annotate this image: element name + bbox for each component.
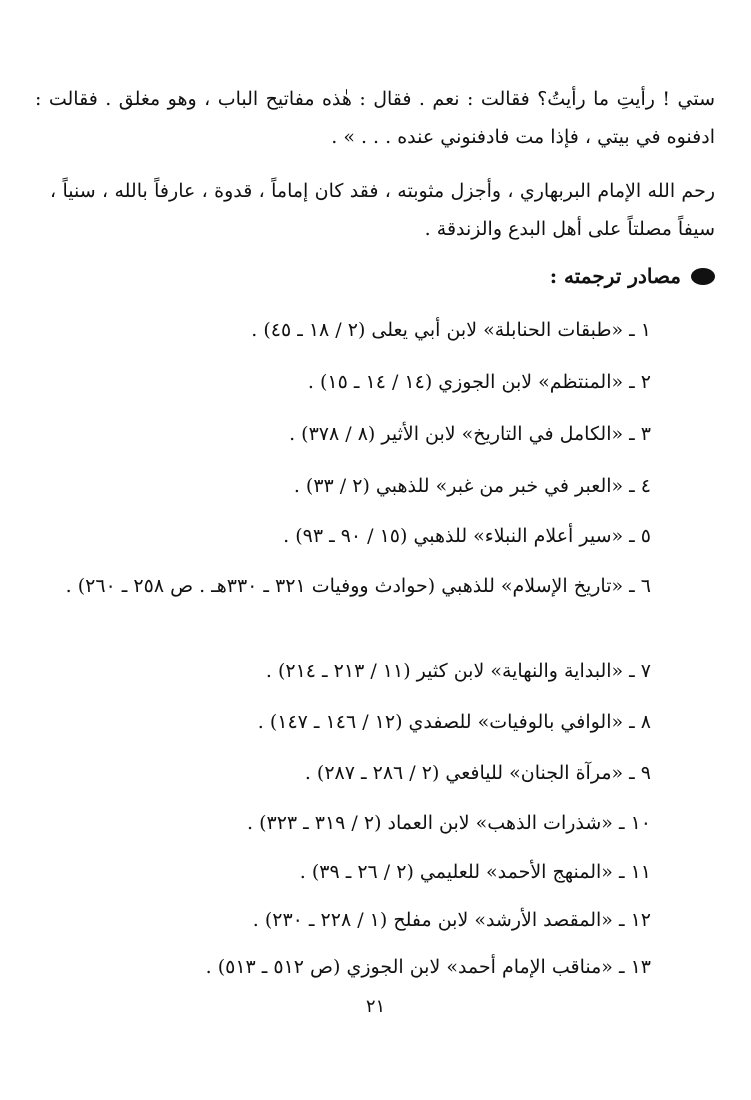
source-item: ٧ ـ «البداية والنهاية» لابن كثير (١١ / ٢١٣ ـ ٢١٤) . <box>265 660 651 682</box>
source-item: ١٠ ـ «شذرات الذهب» لابن العماد (٢ / ٣١٩ ـ ٣٢٣) . <box>246 812 651 834</box>
sources-heading-label: مصادر ترجمته : <box>549 264 681 288</box>
paragraph-story-ending: ستي ! رأيتِ ما رأيتُ؟ فقالت : نعم . فقال : هٰذه مفاتيح الباب ، وهو مغلق . فقالت : ادفنوه في بيتي ، فإذا مت فادفنوني عنده . . . » . <box>35 88 715 148</box>
source-item: ١ ـ «طبقات الحنابلة» لابن أبي يعلى (٢ / ١٨ ـ ٤٥) . <box>251 319 651 341</box>
paragraph-biography-closing: رحم الله الإمام البربهاري ، وأجزل مثوبته ، فقد كان إماماً ، قدوة ، عارفاً بالله ، سنياً ، سيفاً مصلتاً على أهل البدع والزندقة . <box>50 180 715 240</box>
source-item: ٢ ـ «المنتظم» لابن الجوزي (١٤ / ١٤ ـ ١٥) . <box>307 371 651 393</box>
source-item: ٤ ـ «العبر في خبر من غبر» للذهبي (٢ / ٣٣) . <box>293 475 651 497</box>
source-item: ١٣ ـ «مناقب الإمام أحمد» لابن الجوزي (ص ٥١٢ ـ ٥١٣) . <box>205 956 651 978</box>
source-item: ٥ ـ «سير أعلام النبلاء» للذهبي (١٥ / ٩٠ ـ ٩٣) . <box>283 525 651 547</box>
sources-heading <box>550 258 715 294</box>
page-number: ٢١ <box>365 996 386 1017</box>
source-item: ٩ ـ «مرآة الجنان» لليافعي (٢ / ٢٨٦ ـ ٢٨٧) . <box>304 762 651 784</box>
source-item: ١٢ ـ «المقصد الأرشد» لابن مفلح (١ / ٢٢٨ ـ ٢٣٠) . <box>252 909 651 931</box>
bullet-icon <box>691 268 715 285</box>
source-item: ٨ ـ «الوافي بالوفيات» للصفدي (١٢ / ١٤٦ ـ ١٤٧) . <box>257 711 651 733</box>
source-item: ٣ ـ «الكامل في التاريخ» لابن الأثير (٨ / ٣٧٨) . <box>289 423 651 445</box>
source-item: ٦ ـ «تاريخ الإسلام» للذهبي (حوادث ووفيات ٣٢١ ـ ٣٣٠هـ . ص ٢٥٨ ـ ٢٦٠) . <box>65 575 651 597</box>
source-item: ١١ ـ «المنهج الأحمد» للعليمي (٢ / ٢٦ ـ ٣٩) . <box>299 861 651 883</box>
